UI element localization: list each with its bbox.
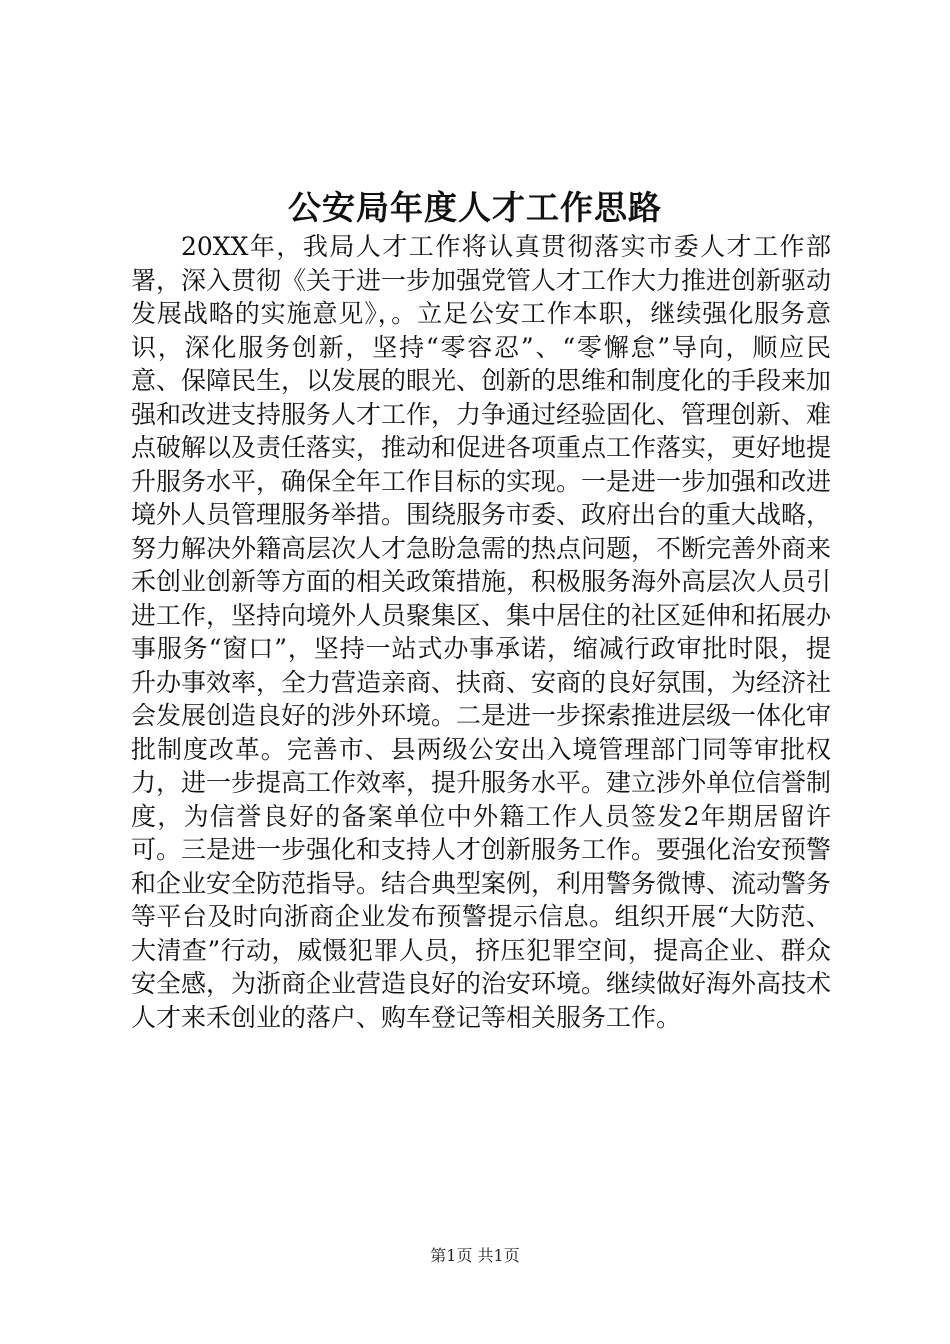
document-body-paragraph: 20XX年，我局人才工作将认真贯彻落实市委人才工作部署，深入贯彻《关于进一步加强党管人才工作大力推进创新驱动发展战略的实施意见》，。立足公安工作本职，继续强化服务意识，深化服务创新，坚持“零容忍”、“零懈怠”导向，顺应民意、保障民生，以发展的眼光、创新的思维和制度化的手段来加强和改进支持服务人才工作，力争通过经验固化、管理创新、难点破解以及责任落实，推动和促进各项重点工作落实，更好地提升服务水平，确保全年工作目标的实现。一是进一步加强和改进境外人员管理服务举措。围绕服务市委、政府出台的重大战略，努力解决外籍高层次人才急盼急需的热点问题，不断完善外商来禾创业创新等方面的相关政策措施，积极服务海外高层次人员引进工作，坚持向境外人员聚集区、集中居住的社区延伸和拓展办事服务“窗口”，坚持一站式办事承诺，缩减行政审批时限，提升办事效率，全力营造亲商、扶商、安商的良好氛围，为经济社会发展创造良好的涉外环境。二是进一步探索推进层级一体化审批制度改革。完善市、县两级公安出入境管理部门同等审批权力，进一步提高工作效率，提升服务水平。建立涉外单位信誉制度，为信誉良好的备案单位中外籍工作人员签发2年期居留许可。三是进一步强化和支持人才创新服务工作。要强化治安预警和企业安全防范指导。结合典型案例，利用警务微博、流动警务等平台及时向浙商企业发布预警提示信息。组织开展“大防范、大清查”行动，威慑犯罪人员，挤压犯罪空间，提高企业、群众安全感，为浙商企业营造良好的治安环境。继续做好海外高技术人才来禾创业的落户、购车登记等相关服务工作。 — [131, 232, 832, 1032]
page-number-footer: 第1页 共1页 — [430, 1246, 520, 1265]
document-title: 公安局年度人才工作思路 — [288, 188, 662, 227]
